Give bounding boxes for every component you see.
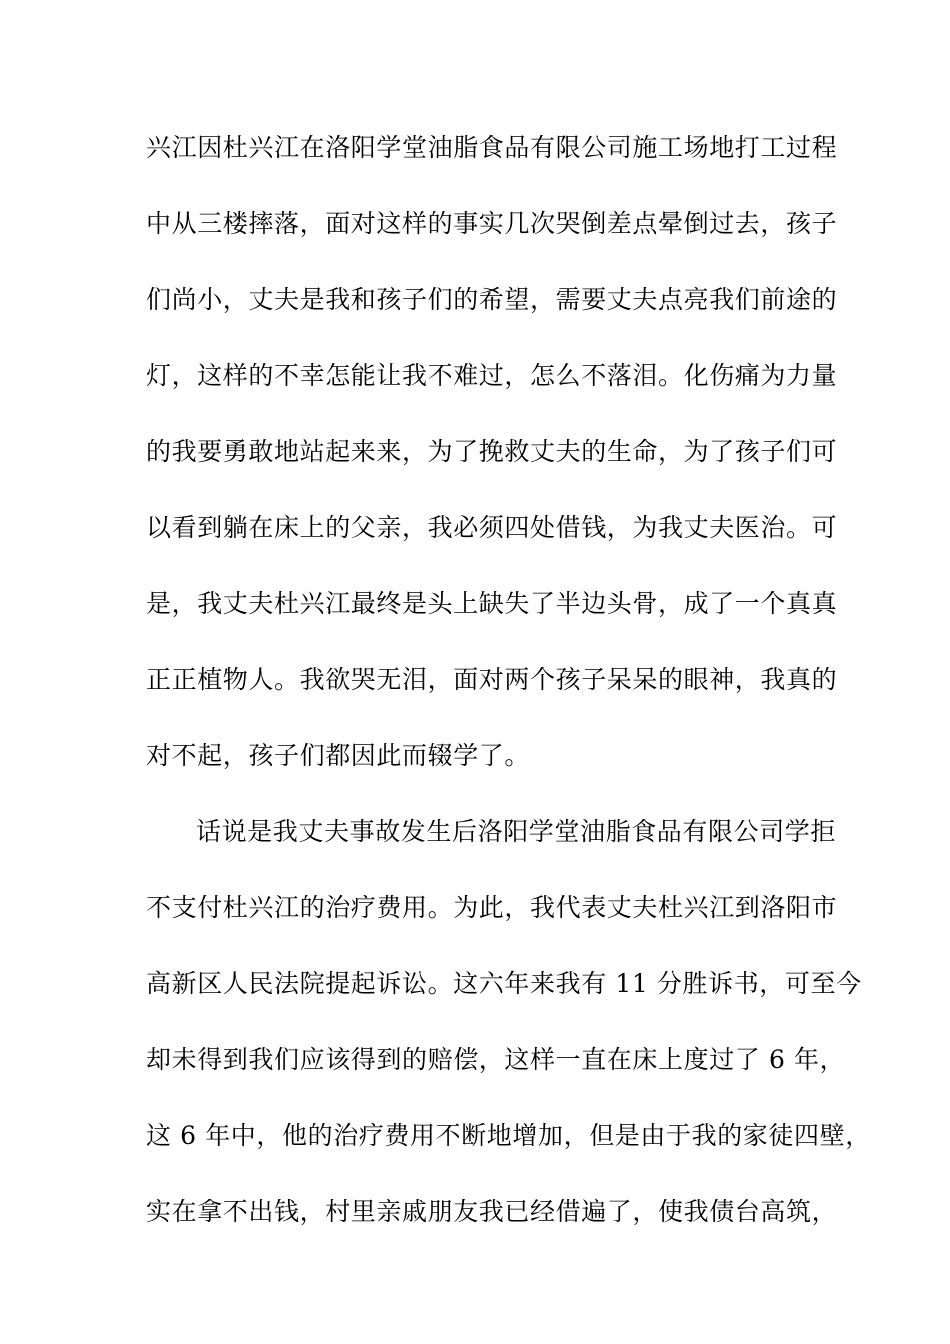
text-line: 这 6 年中，他的治疗费用不断地增加，但是由于我的家徒四壁， [146, 1121, 871, 1150]
text-line: 不支付杜兴江的治疗费用。为此，我代表丈夫杜兴江到洛阳市 [146, 893, 838, 922]
text-line: 的我要勇敢地站起来来，为了挽救丈夫的生命，为了孩子们可 [146, 437, 838, 466]
text-line: 正正植物人。我欲哭无泪，面对两个孩子呆呆的眼神，我真的 [146, 665, 838, 694]
text-line: 是，我丈夫杜兴江最终是头上缺失了半边头骨，成了一个真真 [146, 589, 838, 618]
text-line: 话说是我丈夫事故发生后洛阳学堂油脂食品有限公司学拒 [196, 817, 837, 846]
text-line: 中从三楼摔落，面对这样的事实几次哭倒差点晕倒过去，孩子 [146, 209, 838, 238]
text-line: 们尚小，丈夫是我和孩子们的希望，需要丈夫点亮我们前途的 [146, 285, 838, 314]
text-line: 高新区人民法院提起诉讼。这六年来我有 11 分胜诉书，可至今 [146, 969, 862, 998]
text-line: 对不起，孩子们都因此而辍学了。 [146, 741, 531, 770]
text-line: 以看到躺在床上的父亲，我必须四处借钱，为我丈夫医治。可 [146, 513, 838, 542]
text-line: 灯，这样的不幸怎能让我不难过，怎么不落泪。化伤痛为力量 [146, 361, 838, 390]
text-line: 实在拿不出钱，村里亲戚朋友我已经借遍了，使我债台高筑， [146, 1197, 838, 1226]
text-line: 却未得到我们应该得到的赔偿，这样一直在床上度过了 6 年， [146, 1045, 846, 1074]
text-line: 兴江因杜兴江在洛阳学堂油脂食品有限公司施工场地打工过程 [146, 133, 838, 162]
